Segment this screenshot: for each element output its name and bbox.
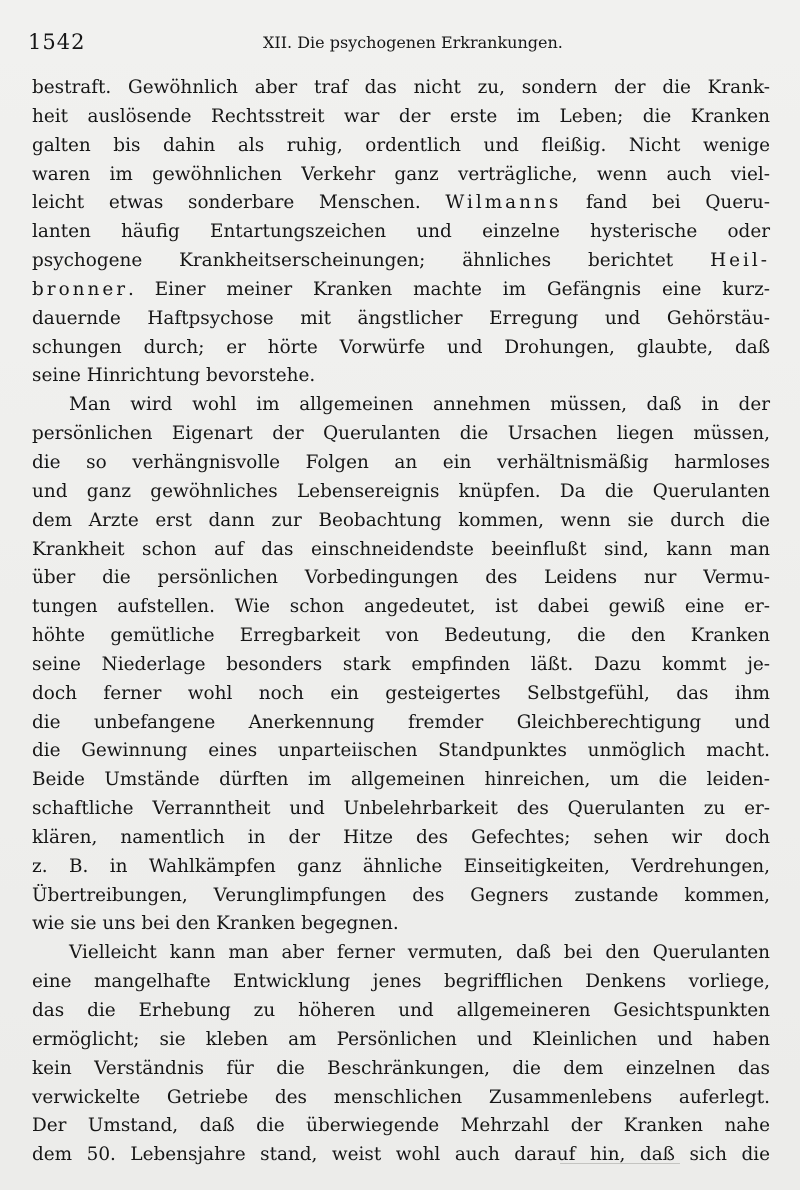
text-segment: Der Umstand, daß die überwiegende Mehrzahl der Kranken nahe: [32, 1115, 770, 1137]
text-segment: eine mangelhafte Entwicklung jenes begrifflichen Denkens vorliege,: [32, 971, 770, 993]
text-line: [32, 362, 770, 391]
text-segment: z. B. in Wahlkämpfen ganz ähnliche Einseitigkeiten, Verdrehungen,: [32, 855, 770, 877]
text-line: [32, 74, 770, 103]
text-segment: seine Hinrichtung bevorstehe.: [32, 365, 316, 387]
text-line: [32, 997, 770, 1026]
text-line: [32, 564, 770, 593]
text-segment: die unbefangene Anerkennung fremder Gleichberechtigung und: [32, 711, 770, 733]
text-segment: Übertreibungen, Verunglimpfungen des Gegners zustande kommen,: [32, 884, 770, 906]
text-line: [32, 334, 770, 363]
text-line: [32, 795, 770, 824]
text-line: [32, 391, 770, 420]
text-segment: seine Niederlage besonders stark empfinden läßt. Dazu kommt je-: [32, 653, 770, 675]
text-segment: tungen aufstellen. Wie schon angedeutet, ist dabei gewiß eine er-: [32, 596, 770, 618]
text-segment: Vielleicht kann man aber ferner vermuten, daß bei den Querulanten: [69, 942, 770, 964]
text-segment: das die Erhebung zu höheren und allgemeineren Gesichtspunkten: [32, 1000, 770, 1021]
text-segment: Krankheit schon auf das einschneidendste beeinflußt sind, kann man: [32, 538, 770, 560]
text-segment: leicht etwas sonderbare Menschen.: [32, 192, 446, 214]
text-line: [32, 507, 770, 536]
text-line: [32, 680, 770, 709]
text-segment: dem Arzte erst dann zur Beobachtung kommen, wenn sie durch die: [32, 509, 770, 531]
text-line: [32, 1141, 770, 1170]
text-segment: psychogene Krankheitserscheinungen; ähnliches berichtet: [32, 250, 711, 272]
text-segment: waren im gewöhnlichen Verkehr ganz verträgliche, wenn auch viel-: [32, 163, 770, 185]
text-segment: kein Verständnis für die Beschränkungen, die dem einzelnen das: [32, 1057, 770, 1079]
text-line: [32, 737, 770, 766]
text-line: [32, 939, 770, 968]
text-line: [32, 161, 770, 190]
text-segment: Beide Umstände dürften im allgemeinen hinreichen, um die leiden-: [32, 769, 770, 791]
text-line: [32, 449, 770, 478]
text-line: [32, 968, 770, 997]
spaced-name: bronner: [32, 278, 128, 300]
text-segment: galten bis dahin als ruhig, ordentlich und fleißig. Nicht wenige: [32, 134, 770, 156]
text-line: [32, 824, 770, 853]
text-segment: die Gewinnung eines unparteiischen Standpunktes unmöglich macht.: [32, 740, 770, 762]
bleed-through-mark: [560, 1163, 680, 1165]
text-line: [32, 651, 770, 680]
text-line: [32, 305, 770, 334]
text-segment: . Einer meiner Kranken machte im Gefängnis eine kurz-: [128, 278, 770, 300]
spaced-name: Heil-: [710, 250, 770, 272]
running-head: XII. Die psychogenen Erkrankungen.: [263, 33, 563, 52]
page-header: [28, 30, 770, 58]
text-line: [32, 853, 770, 882]
text-line: [32, 218, 770, 247]
text-line: [32, 622, 770, 651]
text-line: [32, 1026, 770, 1055]
text-line: [32, 189, 770, 218]
text-segment: die so verhängnisvolle Folgen an ein verhältnismäßig harmloses: [32, 451, 770, 473]
text-segment: fand bei Queru-: [561, 192, 770, 214]
text-line: [32, 593, 770, 622]
text-segment: schaftliche Verranntheit und Unbelehrbarkeit des Querulanten zu er-: [32, 798, 770, 820]
text-segment: höhte gemütliche Erregbarkeit von Bedeutung, die den Kranken: [32, 625, 770, 647]
text-line: [32, 709, 770, 738]
text-line: [32, 132, 770, 161]
text-line: [32, 420, 770, 449]
text-line: [32, 1084, 770, 1113]
text-line: [32, 247, 770, 276]
text-line: [32, 478, 770, 507]
text-segment: bestraft. Gewöhnlich aber traf das nicht zu, sondern der die Krank-: [32, 77, 770, 98]
spaced-name: Wilmanns: [445, 192, 562, 214]
text-line: [32, 766, 770, 795]
text-segment: persönlichen Eigenart der Querulanten die Ursachen liegen müssen,: [32, 423, 770, 445]
text-segment: schungen durch; er hörte Vorwürfe und Drohungen, glaubte, daß: [32, 336, 770, 358]
text-segment: Man wird wohl im allgemeinen annehmen müssen, daß in der: [69, 394, 770, 416]
text-segment: verwickelte Getriebe des menschlichen Zusammenlebens auferlegt.: [32, 1086, 770, 1108]
text-segment: doch ferner wohl noch ein gesteigertes Selbstgefühl, das ihm: [32, 682, 770, 704]
text-line: [32, 1112, 770, 1141]
text-line: [32, 910, 770, 939]
text-segment: wie sie uns bei den Kranken begegnen.: [32, 913, 399, 935]
text-segment: heit auslösende Rechtsstreit war der erste im Leben; die Kranken: [32, 105, 770, 127]
text-segment: klären, namentlich in der Hitze des Gefechtes; sehen wir doch: [32, 826, 770, 848]
text-segment: über die persönlichen Vorbedingungen des Leidens nur Vermu-: [32, 567, 770, 589]
text-segment: lanten häufig Entartungszeichen und einzelne hysterische oder: [32, 221, 770, 243]
text-line: [32, 276, 770, 305]
body-text: [32, 74, 770, 1170]
page-number: 1542: [28, 30, 86, 54]
text-segment: dauernde Haftpsychose mit ängstlicher Erregung und Gehörstäu-: [32, 307, 770, 329]
text-line: [32, 882, 770, 911]
text-line: [32, 1055, 770, 1084]
text-segment: dem 50. Lebensjahre stand, weist wohl auch darauf hin, daß sich die: [32, 1144, 770, 1166]
text-segment: und ganz gewöhnliches Lebensereignis knüpfen. Da die Querulanten: [32, 480, 770, 502]
text-segment: ermöglicht; sie kleben am Persönlichen und Kleinlichen und haben: [32, 1028, 770, 1050]
text-line: [32, 536, 770, 565]
text-line: [32, 103, 770, 132]
